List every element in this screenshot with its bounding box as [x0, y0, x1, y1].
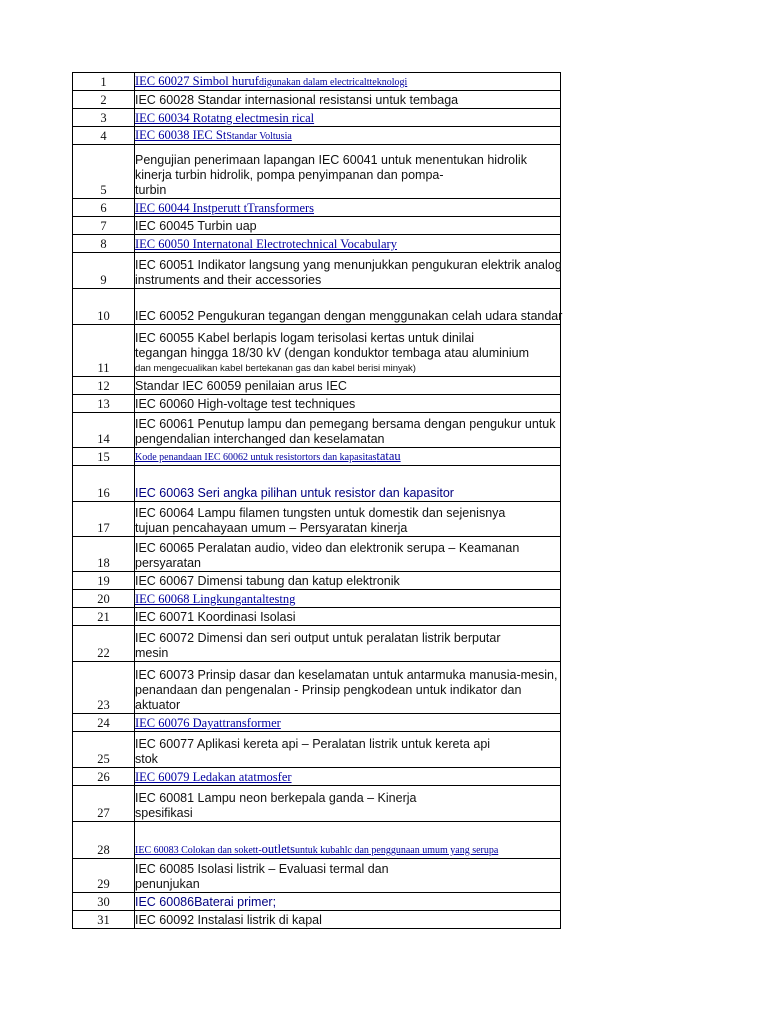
table-row	[73, 786, 561, 822]
row-number: 8	[73, 235, 135, 253]
text-line: IEC 60077 Aplikasi kereta api – Peralatan listrik untuk kereta api	[135, 737, 491, 751]
row-text	[135, 859, 561, 893]
row-number: 24	[73, 714, 135, 732]
row-number: 13	[73, 395, 135, 413]
row-number: 26	[73, 768, 135, 786]
text-line: Pengujian penerimaan lapangan IEC 60041 untuk menentukan hidrolik	[135, 153, 527, 167]
row-text	[135, 786, 561, 822]
row-number: 16	[73, 466, 135, 502]
row-text[interactable]	[135, 466, 561, 502]
text-line: IEC 60061 Penutup lampu dan pemegang bersama dengan pengukur untuk	[135, 417, 556, 431]
table-row	[73, 732, 561, 768]
text-line: stok	[135, 752, 158, 766]
text-line: IEC 60073 Prinsip dasar dan keselamatan untuk antarmuka manusia-mesin,	[135, 668, 558, 682]
table-row	[73, 145, 561, 199]
row-text[interactable]	[135, 822, 561, 859]
row-text: IEC 60067 Dimensi tabung dan katup elektronik	[135, 572, 561, 590]
row-text[interactable]	[135, 235, 561, 253]
row-text	[135, 253, 561, 289]
row-text: IEC 60060 High-voltage test techniques	[135, 395, 561, 413]
table-row	[73, 662, 561, 714]
row-number: 25	[73, 732, 135, 768]
table-row	[73, 768, 561, 786]
row-text[interactable]	[135, 768, 561, 786]
text-line: IEC 60064 Lampu filamen tungsten untuk domestik dan sejenisnya	[135, 506, 506, 520]
row-number: 1	[73, 73, 135, 91]
standard-link[interactable]: IEC 60079 Ledakan atatmosfer	[135, 770, 292, 784]
row-number: 3	[73, 109, 135, 127]
row-text	[135, 413, 561, 448]
text-line: tegangan hingga 18/30 kV (dengan konduktor tembaga atau aluminium	[135, 346, 530, 360]
text-line: turbin	[135, 183, 167, 197]
row-number: 2	[73, 91, 135, 109]
table-row	[73, 413, 561, 448]
table-row	[73, 217, 561, 235]
table-row	[73, 253, 561, 289]
row-text[interactable]	[135, 893, 561, 911]
row-number: 14	[73, 413, 135, 448]
standard-link[interactable]	[135, 128, 292, 142]
table-row	[73, 714, 561, 732]
row-number: 5	[73, 145, 135, 199]
row-number: 10	[73, 289, 135, 325]
text-line: IEC 60085 Isolasi listrik – Evaluasi termal dan	[135, 862, 389, 876]
row-text: IEC 60092 Instalasi listrik di kapal	[135, 911, 561, 929]
standard-link[interactable]: IEC 60068 Lingkungantaltestng	[135, 592, 296, 606]
standard-link[interactable]: IEC 60086Baterai primer;	[135, 895, 277, 909]
row-number: 29	[73, 859, 135, 893]
table-row	[73, 859, 561, 893]
text-line: aktuator	[135, 698, 181, 712]
text-line: dan mengecualikan kabel bertekanan gas dan kabel berisi minyak)	[135, 363, 416, 374]
link-mid-text: outlets	[261, 842, 295, 856]
text-line: pengendalian interchanged dan keselamatan	[135, 432, 385, 446]
row-text	[135, 662, 561, 714]
standard-link[interactable]: IEC 60044 Instperutt tTransformers	[135, 201, 315, 215]
table-row	[73, 199, 561, 217]
table-row	[73, 73, 561, 91]
row-text	[135, 732, 561, 768]
standard-link[interactable]	[135, 449, 401, 463]
text-line: persyaratan	[135, 556, 202, 570]
standard-link[interactable]	[135, 842, 498, 856]
text-line: IEC 60055 Kabel berlapis logam terisolasi kertas untuk dinilai	[135, 331, 475, 345]
table-row	[73, 395, 561, 413]
row-number: 7	[73, 217, 135, 235]
text-line: IEC 60081 Lampu neon berkepala ganda – Kinerja	[135, 791, 417, 805]
table-row	[73, 448, 561, 466]
text-line: IEC 60072 Dimensi dan seri output untuk peralatan listrik berputar	[135, 631, 501, 645]
row-number: 17	[73, 502, 135, 537]
row-text[interactable]	[135, 448, 561, 466]
table-row	[73, 325, 561, 377]
row-number: 19	[73, 572, 135, 590]
table-row	[73, 572, 561, 590]
row-text[interactable]	[135, 199, 561, 217]
table-row	[73, 822, 561, 859]
link-text: IEC 60027 Simbol huruf	[135, 74, 259, 88]
row-number: 22	[73, 626, 135, 662]
row-text: IEC 60071 Koordinasi Isolasi	[135, 608, 561, 626]
row-number: 9	[73, 253, 135, 289]
row-number: 20	[73, 590, 135, 608]
table-row	[73, 377, 561, 395]
text-line: mesin	[135, 646, 169, 660]
table-row	[73, 626, 561, 662]
standard-link[interactable]	[135, 74, 407, 88]
row-text	[135, 145, 561, 199]
table-row	[73, 235, 561, 253]
table-row	[73, 911, 561, 929]
link-small-text: Standar Voltusia	[226, 131, 292, 142]
row-text	[135, 626, 561, 662]
link-small-text: untuk kubahl	[295, 845, 348, 856]
row-text: IEC 60052 Pengukuran tegangan dengan menggunakan celah udara standar	[135, 289, 561, 325]
row-text: IEC 60028 Standar internasional resistansi untuk tembaga	[135, 91, 561, 109]
row-number: 21	[73, 608, 135, 626]
row-number: 15	[73, 448, 135, 466]
row-number: 12	[73, 377, 135, 395]
row-text[interactable]	[135, 73, 561, 91]
table-row	[73, 590, 561, 608]
row-text	[135, 502, 561, 537]
row-text: Standar IEC 60059 penilaian arus IEC	[135, 377, 561, 395]
table-row	[73, 537, 561, 572]
row-text[interactable]	[135, 109, 561, 127]
row-number: 31	[73, 911, 135, 929]
table-row	[73, 608, 561, 626]
link-small-text: digunakan dalam electricaltteknologi	[258, 77, 408, 88]
link-tail-text: c dan penggunaan umum yang serupa	[347, 845, 499, 856]
table-row	[73, 466, 561, 502]
row-text[interactable]	[135, 590, 561, 608]
table-row	[73, 127, 561, 145]
link-text: Kode penandaan IEC 60062 untuk resistortors dan kapasitas	[135, 452, 377, 463]
standard-link[interactable]: IEC 60050 Internatonal Electrotechnical Vocabulary	[135, 237, 397, 251]
link-text: IEC 60083 Colokan dan sokett-	[135, 845, 262, 856]
iec-standards-table	[72, 72, 561, 929]
standard-link[interactable]: IEC 60076 Dayattransformer	[135, 716, 281, 730]
table-row	[73, 109, 561, 127]
row-text[interactable]	[135, 714, 561, 732]
text-line: kinerja turbin hidrolik, pompa penyimpanan dan pompa-	[135, 168, 444, 182]
row-text[interactable]	[135, 127, 561, 145]
text-line: instruments and their accessories	[135, 273, 322, 287]
standard-link[interactable]: IEC 60034 Rotatng electmesin rical	[135, 111, 315, 125]
text-line: spesifikasi	[135, 806, 193, 820]
row-text: IEC 60045 Turbin uap	[135, 217, 561, 235]
standard-link[interactable]: IEC 60063 Seri angka pilihan untuk resistor dan kapasitor	[135, 486, 454, 500]
text-line: penandaan dan pengenalan - Prinsip pengkodean untuk indikator dan	[135, 683, 522, 697]
row-number: 4	[73, 127, 135, 145]
row-number: 18	[73, 537, 135, 572]
row-text	[135, 537, 561, 572]
table-row	[73, 893, 561, 911]
row-number: 23	[73, 662, 135, 714]
table-row	[73, 289, 561, 325]
row-number: 6	[73, 199, 135, 217]
row-number: 11	[73, 325, 135, 377]
table-row	[73, 502, 561, 537]
text-line: penunjukan	[135, 877, 200, 891]
text-line: tujuan pencahayaan umum – Persyaratan kinerja	[135, 521, 408, 535]
row-number: 28	[73, 822, 135, 859]
text-line: IEC 60051 Indikator langsung yang menunjukkan pengukuran elektrik analog	[135, 258, 562, 272]
link-tail-text: tatau	[376, 449, 401, 463]
table-row	[73, 91, 561, 109]
row-number: 27	[73, 786, 135, 822]
row-text	[135, 325, 561, 377]
link-text: IEC 60038 IEC St	[135, 128, 227, 142]
text-line: IEC 60065 Peralatan audio, video dan elektronik serupa – Keamanan	[135, 541, 520, 555]
row-number: 30	[73, 893, 135, 911]
